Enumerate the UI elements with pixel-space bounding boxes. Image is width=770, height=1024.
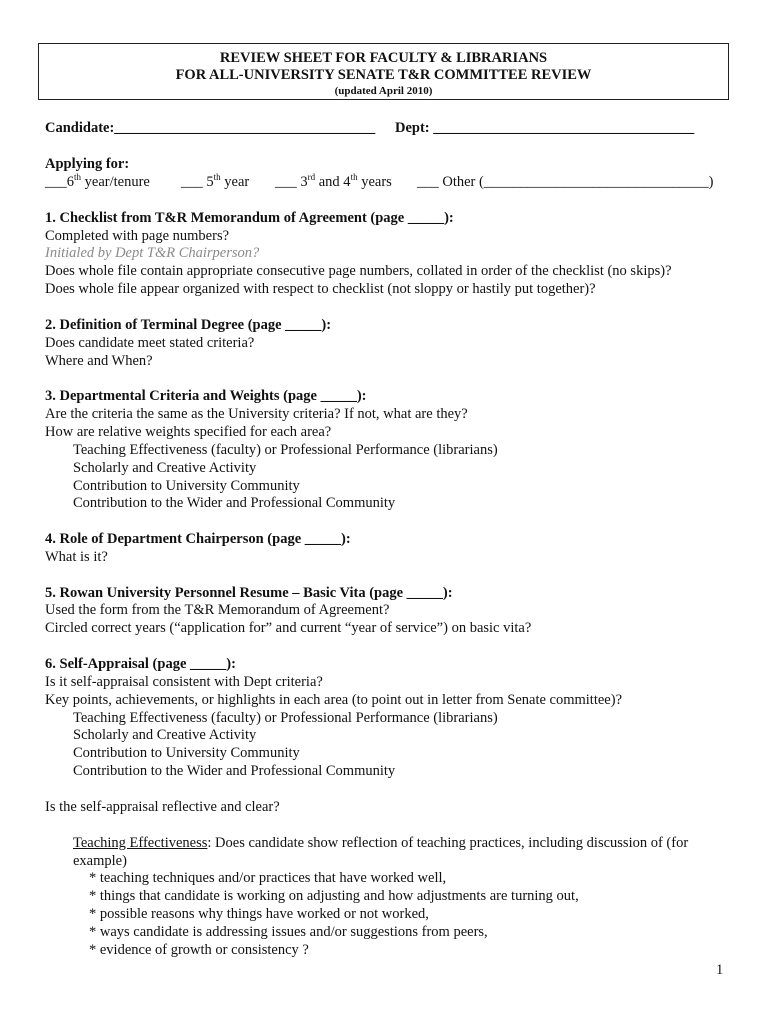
page-number: 1 [716, 962, 724, 978]
section-6-area: Contribution to University Community [73, 745, 300, 761]
section-2-heading: 2. Definition of Terminal Degree (page _____): [45, 317, 332, 333]
section-6-line: Is the self-appraisal reflective and clear? [45, 799, 280, 815]
bullet-item: * ways candidate is addressing issues and/or suggestions from peers, [89, 924, 488, 940]
section-1-line: Initialed by Dept T&R Chairperson? [45, 245, 260, 261]
section-6-line: Key points, achievements, or highlights in each area (to point out in letter from Senate committee)? [45, 692, 623, 708]
updated-date: (updated April 2010) [334, 85, 433, 97]
option-3rd-4th-years[interactable]: ___ 3rd and 4th years [275, 172, 392, 190]
bullet-item: * possible reasons why things have worked or not worked, [89, 906, 429, 922]
section-6-heading: 6. Self-Appraisal (page _____): [45, 656, 236, 672]
section-3-area: Scholarly and Creative Activity [73, 460, 257, 476]
section-3-area: Contribution to the Wider and Professional Community [73, 495, 396, 511]
section-3-line: Are the criteria the same as the University criteria? If not, what are they? [45, 406, 468, 422]
bullet-item: * teaching techniques and/or practices that have worked well, [89, 870, 447, 886]
applying-for-label: Applying for: [45, 156, 130, 172]
title-box [38, 43, 729, 100]
candidate-field[interactable]: Candidate:____________________________________ [45, 120, 376, 136]
section-4-heading: 4. Role of Department Chairperson (page _____): [45, 531, 351, 547]
teaching-effectiveness-paragraph: Teaching Effectiveness: Does candidate show reflection of teaching practices, including discussion of (for [73, 835, 689, 851]
section-1-line: Completed with page numbers? [45, 228, 230, 244]
section-5-heading: 5. Rowan University Personnel Resume – Basic Vita (page _____): [45, 585, 453, 601]
section-1-line: Does whole file contain appropriate consecutive page numbers, collated in order of the checklist (no skips)? [45, 263, 672, 279]
section-3-area: Teaching Effectiveness (faculty) or Professional Performance (librarians) [73, 442, 498, 458]
bullet-item: * evidence of growth or consistency ? [89, 942, 309, 958]
section-1-line: Does whole file appear organized with respect to checklist (not sloppy or hastily put together)? [45, 281, 596, 297]
dept-field[interactable]: Dept: ____________________________________ [395, 120, 695, 136]
bullet-item: * things that candidate is working on adjusting and how adjustments are turning out, [89, 888, 579, 904]
title-line-2: FOR ALL-UNIVERSITY SENATE T&R COMMITTEE REVIEW [175, 67, 592, 83]
section-3-line: How are relative weights specified for each area? [45, 424, 332, 440]
section-2-line: Does candidate meet stated criteria? [45, 335, 255, 351]
section-3-area: Contribution to University Community [73, 478, 300, 494]
section-6-line: Is it self-appraisal consistent with Dept criteria? [45, 674, 323, 690]
section-5-line: Used the form from the T&R Memorandum of Agreement? [45, 602, 390, 618]
section-6-area: Contribution to the Wider and Professional Community [73, 763, 396, 779]
teaching-effectiveness-continued: example) [73, 853, 127, 869]
title-line-1: REVIEW SHEET FOR FACULTY & LIBRARIANS [219, 50, 548, 66]
option-other[interactable]: ___ Other (_______________________________) [417, 174, 714, 190]
section-3-heading: 3. Departmental Criteria and Weights (page _____): [45, 388, 367, 404]
section-4-line: What is it? [45, 549, 108, 565]
section-6-area: Teaching Effectiveness (faculty) or Professional Performance (librarians) [73, 710, 498, 726]
section-5-line: Circled correct years (“application for” and current “year of service”) on basic vita? [45, 620, 532, 636]
option-5th-year[interactable]: ___ 5th year [181, 172, 250, 190]
teaching-effectiveness-label: Teaching Effectiveness [73, 835, 208, 851]
option-6th-year[interactable]: ___6th year/tenure [45, 172, 150, 190]
section-2-line: Where and When? [45, 353, 153, 369]
section-1-heading: 1. Checklist from T&R Memorandum of Agreement (page _____): [45, 210, 454, 226]
section-6-area: Scholarly and Creative Activity [73, 727, 257, 743]
